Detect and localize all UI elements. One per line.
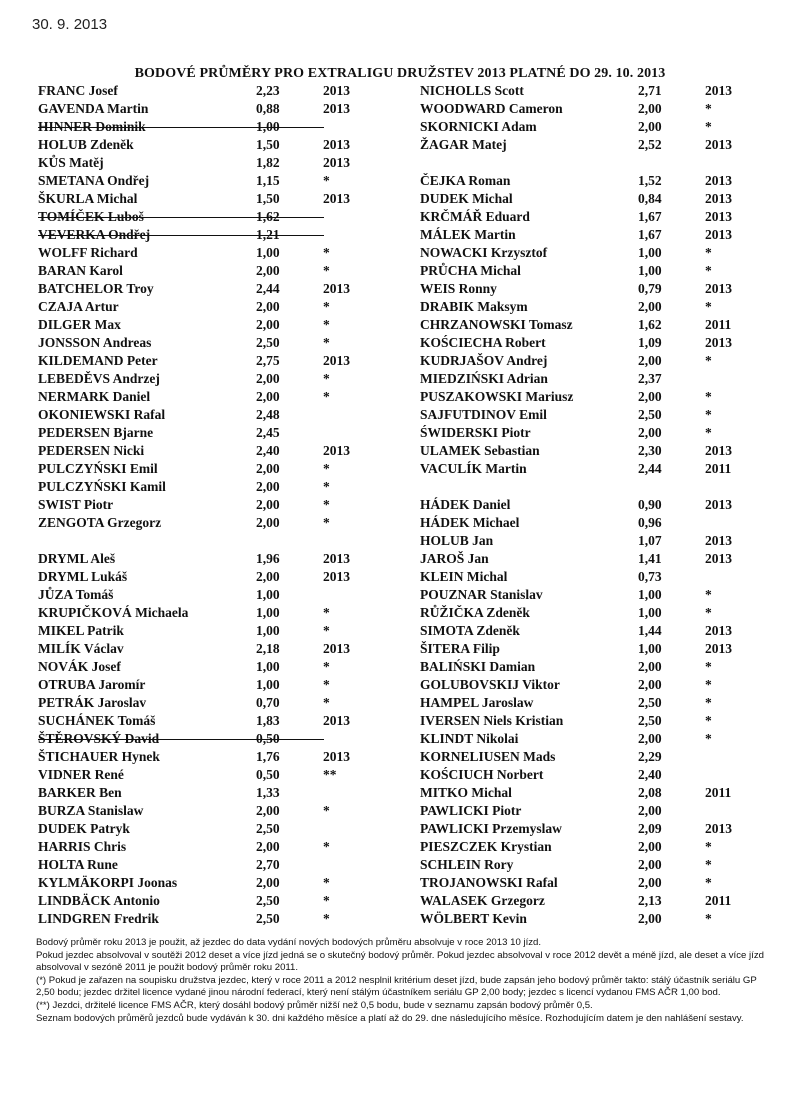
rider-average: 2,30 xyxy=(638,443,662,458)
rider-average: 1,00 xyxy=(638,587,662,602)
rider-name: VEVERKA Ondřej xyxy=(38,227,151,242)
rider-year-note: * xyxy=(323,461,330,476)
rider-year-note: * xyxy=(323,911,330,926)
rider-average: 2,50 xyxy=(256,335,280,350)
rider-average: 2,00 xyxy=(638,659,662,674)
rider-average: 0,96 xyxy=(638,515,662,530)
rider-average: 2,09 xyxy=(638,821,662,836)
rider-average: 1,00 xyxy=(256,245,280,260)
rider-average: 0,90 xyxy=(638,497,662,512)
rider-average: 1,44 xyxy=(638,623,662,638)
rider-average: 2,50 xyxy=(638,407,662,422)
rider-year-note: * xyxy=(323,659,330,674)
rider-name: PRŮCHA Michal xyxy=(420,263,521,278)
rider-name: DUDEK Patryk xyxy=(38,821,130,836)
rider-average: 2,40 xyxy=(256,443,280,458)
rider-average: 2,00 xyxy=(638,353,662,368)
rider-year-note: * xyxy=(705,389,712,404)
rider-average: 2,50 xyxy=(256,893,280,908)
rider-name: KŮS Matěj xyxy=(38,155,104,170)
rider-name: DRYML Lukáš xyxy=(38,569,128,584)
rider-name: LINDBÄCK Antonio xyxy=(38,893,160,908)
rider-year-note: 2013 xyxy=(323,641,350,656)
footnote-paragraph: Bodový průměr roku 2013 je použit, až jezdec do data vydání nových bodových průměru absolvuje v roce 2013 10 jízd. xyxy=(36,937,542,948)
rider-year-note: * xyxy=(705,839,712,854)
rider-average: 2,00 xyxy=(256,263,280,278)
rider-year-note: * xyxy=(323,371,330,386)
rider-average: 0,88 xyxy=(256,101,280,116)
rider-average: 1,67 xyxy=(638,227,662,242)
rider-name: ŠTĚROVSKÝ David xyxy=(38,731,160,746)
rider-average: 1,82 xyxy=(256,155,280,170)
rider-year-note: * xyxy=(705,425,712,440)
rider-average: 1,62 xyxy=(638,317,662,332)
rider-year-note: 2011 xyxy=(705,317,732,332)
rider-average: 1,83 xyxy=(256,713,280,728)
rider-average: 2,00 xyxy=(638,857,662,872)
rider-average: 0,73 xyxy=(638,569,662,584)
rider-name: SIMOTA Zdeněk xyxy=(420,623,520,638)
rider-name: VIDNER René xyxy=(38,767,124,782)
rider-name: NICHOLLS Scott xyxy=(420,83,524,98)
rider-name: ŠKURLA Michal xyxy=(38,191,138,206)
rider-year-note: * xyxy=(323,497,330,512)
rider-name: POUZNAR Stanislav xyxy=(420,587,543,602)
footnotes xyxy=(36,937,764,1025)
rider-average: 1,50 xyxy=(256,137,280,152)
rider-average: 1,96 xyxy=(256,551,280,566)
rider-name: SUCHÁNEK Tomáš xyxy=(38,713,156,728)
rider-year-note: 2013 xyxy=(323,749,350,764)
rider-name: KRUPIČKOVÁ Michaela xyxy=(38,605,189,620)
rider-year-note: 2013 xyxy=(323,569,350,584)
rider-name: KUDRJAŠOV Andrej xyxy=(420,353,548,368)
rider-name: KOŚCIECHA Robert xyxy=(420,335,546,350)
rider-name: GAVENDA Martin xyxy=(38,101,149,116)
rider-year-note: * xyxy=(323,695,330,710)
rider-year-note: 2013 xyxy=(705,623,732,638)
rider-average: 1,33 xyxy=(256,785,280,800)
rider-name: ŠTICHAUER Hynek xyxy=(38,749,160,764)
rider-year-note: 2013 xyxy=(323,155,350,170)
rider-name: WALASEK Grzegorz xyxy=(420,893,545,908)
rider-name: BATCHELOR Troy xyxy=(38,281,154,296)
rider-name: KORNELIUSEN Mads xyxy=(420,749,556,764)
rider-average: 2,71 xyxy=(638,83,662,98)
rider-name: PULCZYŃSKI Emil xyxy=(38,461,158,476)
rider-year-note: 2013 xyxy=(323,353,350,368)
rider-year-note: * xyxy=(323,803,330,818)
rider-year-note: 2013 xyxy=(323,713,350,728)
rider-name: WEIS Ronny xyxy=(420,281,497,296)
rider-name: KYLMÄKORPI Joonas xyxy=(38,875,178,890)
rider-average: 1,62 xyxy=(256,209,280,224)
rider-name: DILGER Max xyxy=(38,317,121,332)
rider-name: BARAN Karol xyxy=(38,263,123,278)
rider-average: 1,21 xyxy=(256,227,280,242)
rider-average: 2,00 xyxy=(638,803,662,818)
rider-average: 2,00 xyxy=(638,731,662,746)
rider-year-note: * xyxy=(323,839,330,854)
rider-average: 2,00 xyxy=(256,875,280,890)
rider-name: MIKEL Patrik xyxy=(38,623,124,638)
rider-year-note: 2013 xyxy=(705,137,732,152)
rider-average: 2,00 xyxy=(256,317,280,332)
rider-name: MÁLEK Martin xyxy=(420,227,516,242)
rider-name: NOWACKI Krzysztof xyxy=(420,245,548,260)
rider-average: 2,70 xyxy=(256,857,280,872)
rider-average: 1,15 xyxy=(256,173,280,188)
rider-name: OKONIEWSKI Rafal xyxy=(38,407,166,422)
rider-year-note: 2011 xyxy=(705,785,732,800)
rider-year-note: 2013 xyxy=(705,173,732,188)
rider-name: CZAJA Artur xyxy=(38,299,119,314)
rider-year-note: * xyxy=(705,731,712,746)
rider-name: KLEIN Michal xyxy=(420,569,508,584)
rider-average: 2,44 xyxy=(638,461,662,476)
rider-name: OTRUBA Jaromír xyxy=(38,677,146,692)
rider-year-note: 2013 xyxy=(705,533,732,548)
rider-year-note: * xyxy=(705,263,712,278)
rider-average: 1,00 xyxy=(638,605,662,620)
rider-year-note: 2013 xyxy=(705,83,732,98)
rider-year-note: * xyxy=(705,713,712,728)
rider-name: KILDEMAND Peter xyxy=(38,353,158,368)
rider-year-note: * xyxy=(705,677,712,692)
rider-average: 1,00 xyxy=(256,605,280,620)
rider-year-note: * xyxy=(705,659,712,674)
rider-year-note: * xyxy=(705,911,712,926)
rider-average: 1,52 xyxy=(638,173,662,188)
rider-year-note: * xyxy=(323,317,330,332)
rider-year-note: 2013 xyxy=(705,443,732,458)
rider-average: 1,00 xyxy=(256,659,280,674)
rider-year-note: * xyxy=(705,245,712,260)
rider-year-note: * xyxy=(323,263,330,278)
rider-year-note: 2013 xyxy=(323,137,350,152)
rider-name: ŽAGAR Matej xyxy=(420,137,507,152)
rider-name: BURZA Stanislaw xyxy=(38,803,144,818)
rider-name: NERMARK Daniel xyxy=(38,389,151,404)
rider-average: 2,00 xyxy=(638,839,662,854)
rider-name: BARKER Ben xyxy=(38,785,122,800)
rider-average: 2,00 xyxy=(256,515,280,530)
rider-year-note: * xyxy=(705,353,712,368)
rider-name: CHRZANOWSKI Tomasz xyxy=(420,317,573,332)
rider-name: VACULÍK Martin xyxy=(420,461,527,476)
rider-name: KOŚCIUCH Norbert xyxy=(420,767,544,782)
rider-year-note: 2013 xyxy=(705,209,732,224)
rider-year-note: * xyxy=(705,119,712,134)
rider-name: TOMÍČEK Luboš xyxy=(38,209,144,224)
rider-name: SAJFUTDINOV Emil xyxy=(420,407,547,422)
rider-year-note: * xyxy=(323,335,330,350)
rider-average: 2,00 xyxy=(638,911,662,926)
rider-average: 0,50 xyxy=(256,767,280,782)
rider-average: 2,50 xyxy=(638,713,662,728)
rider-average: 0,50 xyxy=(256,731,280,746)
rider-average: 2,00 xyxy=(638,299,662,314)
rider-average: 2,08 xyxy=(638,785,662,800)
rider-year-note: * xyxy=(323,299,330,314)
rider-average: 2,00 xyxy=(638,101,662,116)
footnote-paragraph: Seznam bodových průměrů jezdců bude vydáván k 30. dni každého měsíce a platí až do 29. dne následujícího měsíce. Rozhodujícím datem je den nahlášení sestavy. xyxy=(36,1012,744,1024)
rider-name: FRANC Josef xyxy=(38,83,118,98)
rider-average: 2,18 xyxy=(256,641,280,656)
rider-year-note: * xyxy=(705,587,712,602)
rider-average: 2,00 xyxy=(638,389,662,404)
rider-name: SCHLEIN Rory xyxy=(420,857,514,872)
footnote-paragraph: (**) Jezdci, držitelé licence FMS AČR, který dosáhl bodový průměr nižší než 0,5 bodu, bude v seznamu zapsán bodový průměr 0,5. xyxy=(36,999,593,1011)
rider-average: 1,00 xyxy=(638,263,662,278)
rider-year-note: 2013 xyxy=(705,335,732,350)
rider-year-note: * xyxy=(705,695,712,710)
rider-name: PETRÁK Jaroslav xyxy=(38,695,147,710)
rider-year-note: * xyxy=(323,623,330,638)
rider-name: HOLUB Zdeněk xyxy=(38,137,134,152)
rider-name: JONSSON Andreas xyxy=(38,335,152,350)
rider-average: 2,00 xyxy=(256,389,280,404)
rider-name: DRABIK Maksym xyxy=(420,299,528,314)
rider-name: DUDEK Michal xyxy=(420,191,513,206)
rider-name: HÁDEK Michael xyxy=(420,515,520,530)
rider-name: PIESZCZEK Krystian xyxy=(420,839,552,854)
document-title: BODOVÉ PRŮMĚRY PRO EXTRALIGU DRUŽSTEV 2013 PLATNÉ DO 29. 10. 2013 xyxy=(134,66,666,81)
rider-year-note: 2011 xyxy=(705,893,732,908)
rider-year-note: 2013 xyxy=(705,641,732,656)
rider-average: 1,00 xyxy=(256,677,280,692)
rider-year-note: 2013 xyxy=(705,227,732,242)
rider-average: 2,50 xyxy=(256,911,280,926)
rider-year-note: * xyxy=(323,479,330,494)
rider-average: 2,44 xyxy=(256,281,280,296)
rider-average: 2,00 xyxy=(256,569,280,584)
rider-name: IVERSEN Niels Kristian xyxy=(420,713,564,728)
rider-average: 2,00 xyxy=(638,425,662,440)
rider-name: PEDERSEN Nicki xyxy=(38,443,145,458)
rider-name: BALIŃSKI Damian xyxy=(420,659,536,674)
rider-average: 2,00 xyxy=(256,371,280,386)
rider-year-note: * xyxy=(323,245,330,260)
rider-year-note: * xyxy=(323,677,330,692)
rider-name: NOVÁK Josef xyxy=(38,659,121,674)
rider-name: MIEDZIŃSKI Adrian xyxy=(420,371,548,386)
rider-name: WÖLBERT Kevin xyxy=(420,911,527,926)
rider-year-note: 2013 xyxy=(705,821,732,836)
rider-year-note: 2013 xyxy=(705,281,732,296)
rider-year-note: 2013 xyxy=(705,497,732,512)
rider-name: JŮZA Tomáš xyxy=(38,587,114,602)
rider-average: 2,00 xyxy=(256,479,280,494)
rider-name: HOLTA Rune xyxy=(38,857,118,872)
rider-year-note: 2013 xyxy=(323,443,350,458)
rider-name: ŚWIDERSKI Piotr xyxy=(420,425,531,440)
rider-average: 2,00 xyxy=(256,461,280,476)
rider-name: DRYML Aleš xyxy=(38,551,116,566)
rider-name: HINNER Dominik xyxy=(38,119,146,134)
rider-name: JAROŠ Jan xyxy=(420,551,489,566)
rider-average: 2,52 xyxy=(638,137,662,152)
rider-name: PEDERSEN Bjarne xyxy=(38,425,154,440)
rider-name: HAMPEL Jaroslaw xyxy=(420,695,534,710)
rider-year-note: ** xyxy=(323,767,337,782)
rider-name: ČEJKA Roman xyxy=(420,173,511,188)
rider-year-note: * xyxy=(705,605,712,620)
rider-name: RŮŽIČKA Zdeněk xyxy=(420,605,530,620)
rider-year-note: 2013 xyxy=(705,551,732,566)
rider-average: 1,09 xyxy=(638,335,662,350)
rider-year-note: * xyxy=(705,299,712,314)
rider-year-note: * xyxy=(705,101,712,116)
rider-average: 2,29 xyxy=(638,749,662,764)
rider-name: PAWLICKI Piotr xyxy=(420,803,522,818)
rider-average: 2,00 xyxy=(256,803,280,818)
rider-year-note: * xyxy=(323,173,330,188)
rider-average: 2,45 xyxy=(256,425,280,440)
rider-average: 2,00 xyxy=(638,119,662,134)
rider-average: 2,00 xyxy=(256,839,280,854)
rider-name: MITKO Michal xyxy=(420,785,512,800)
rider-average: 1,00 xyxy=(638,245,662,260)
rider-average: 2,40 xyxy=(638,767,662,782)
rider-average: 1,00 xyxy=(256,623,280,638)
rider-average: 2,37 xyxy=(638,371,662,386)
rider-name: HÁDEK Daniel xyxy=(420,497,511,512)
rider-year-note: 2013 xyxy=(705,191,732,206)
rider-name: HOLUB Jan xyxy=(420,533,494,548)
rider-year-note: 2013 xyxy=(323,83,350,98)
rider-name: ULAMEK Sebastian xyxy=(420,443,540,458)
rider-name: LEBEDĚVS Andrzej xyxy=(38,371,160,386)
rider-year-note: 2013 xyxy=(323,101,350,116)
rider-year-note: * xyxy=(323,389,330,404)
rider-name: GOLUBOVSKIJ Viktor xyxy=(420,677,560,692)
rider-year-note: * xyxy=(705,875,712,890)
document-date: 30. 9. 2013 xyxy=(32,16,108,33)
rider-year-note: * xyxy=(323,875,330,890)
rider-name: SKORNICKI Adam xyxy=(420,119,537,134)
rider-average: 1,50 xyxy=(256,191,280,206)
rider-year-note: * xyxy=(705,407,712,422)
rider-name: PAWLICKI Przemyslaw xyxy=(420,821,562,836)
footnote-paragraph: (*) Pokud je zařazen na soupisku družstva jezdec, který v roce 2011 a 2012 nesplnil kritérium deset jízd, bude zapsán jeho bodový průměr takto: stálý účastník seriálu GP 2,50 bodu; jezdec držitel licence vydané jinou národní federací, který není stálým účastníkem seriálu GP 2,00 body; jezdec s licencí vydanou FMS AČR 1,00 bod. xyxy=(36,974,757,999)
rider-average: 2,00 xyxy=(638,677,662,692)
rider-year-note: 2013 xyxy=(323,551,350,566)
rider-average: 2,50 xyxy=(638,695,662,710)
rider-name: SWIST Piotr xyxy=(38,497,114,512)
rider-name: KRČMÁŘ Eduard xyxy=(420,209,530,224)
footnote-paragraph: Pokud jezdec absolvoval v soutěži 2012 deset a více jízd jedná se o skutečný bodový průměr. Pokud jezdec absolvoval v roce 2012 devět a méně jízd, ale deset a více jízd absolvoval v sezóně 2011 je použit bodový průměr roku 2011. xyxy=(36,949,764,974)
rider-average: 1,76 xyxy=(256,749,280,764)
rider-average: 1,00 xyxy=(256,119,280,134)
rider-average: 0,70 xyxy=(256,695,280,710)
rider-name: MILÍK Václav xyxy=(38,641,124,656)
rider-average: 2,00 xyxy=(256,299,280,314)
rider-average: 1,07 xyxy=(638,533,662,548)
rider-year-note: * xyxy=(705,857,712,872)
rider-year-note: * xyxy=(323,605,330,620)
rider-name: WOLFF Richard xyxy=(38,245,138,260)
rider-average: 2,75 xyxy=(256,353,280,368)
rider-name: ZENGOTA Grzegorz xyxy=(38,515,162,530)
rider-name: PULCZYŃSKI Kamil xyxy=(38,479,166,494)
rider-name: LINDGREN Fredrik xyxy=(38,911,159,926)
rider-average: 1,67 xyxy=(638,209,662,224)
rider-name: TROJANOWSKI Rafal xyxy=(420,875,558,890)
rider-average: 2,50 xyxy=(256,821,280,836)
rider-average: 2,00 xyxy=(638,875,662,890)
rider-average: 2,00 xyxy=(256,497,280,512)
rider-average: 1,00 xyxy=(638,641,662,656)
rider-year-note: 2013 xyxy=(323,191,350,206)
rider-name: SMETANA Ondřej xyxy=(38,173,150,188)
rider-name: HARRIS Chris xyxy=(38,839,127,854)
rider-average: 1,00 xyxy=(256,587,280,602)
rider-average: 0,84 xyxy=(638,191,662,206)
rider-name: ŠITERA Filip xyxy=(420,641,500,656)
rider-name: KLINDT Nikolai xyxy=(420,731,519,746)
rider-name: PUSZAKOWSKI Mariusz xyxy=(420,389,574,404)
rider-average: 2,13 xyxy=(638,893,662,908)
rider-year-note: * xyxy=(323,515,330,530)
rider-year-note: * xyxy=(323,893,330,908)
rider-year-note: 2013 xyxy=(323,281,350,296)
rider-average: 2,48 xyxy=(256,407,280,422)
rider-average: 1,41 xyxy=(638,551,662,566)
rider-average: 0,79 xyxy=(638,281,662,296)
rider-year-note: 2011 xyxy=(705,461,732,476)
rider-average: 2,23 xyxy=(256,83,280,98)
rider-name: WOODWARD Cameron xyxy=(420,101,563,116)
